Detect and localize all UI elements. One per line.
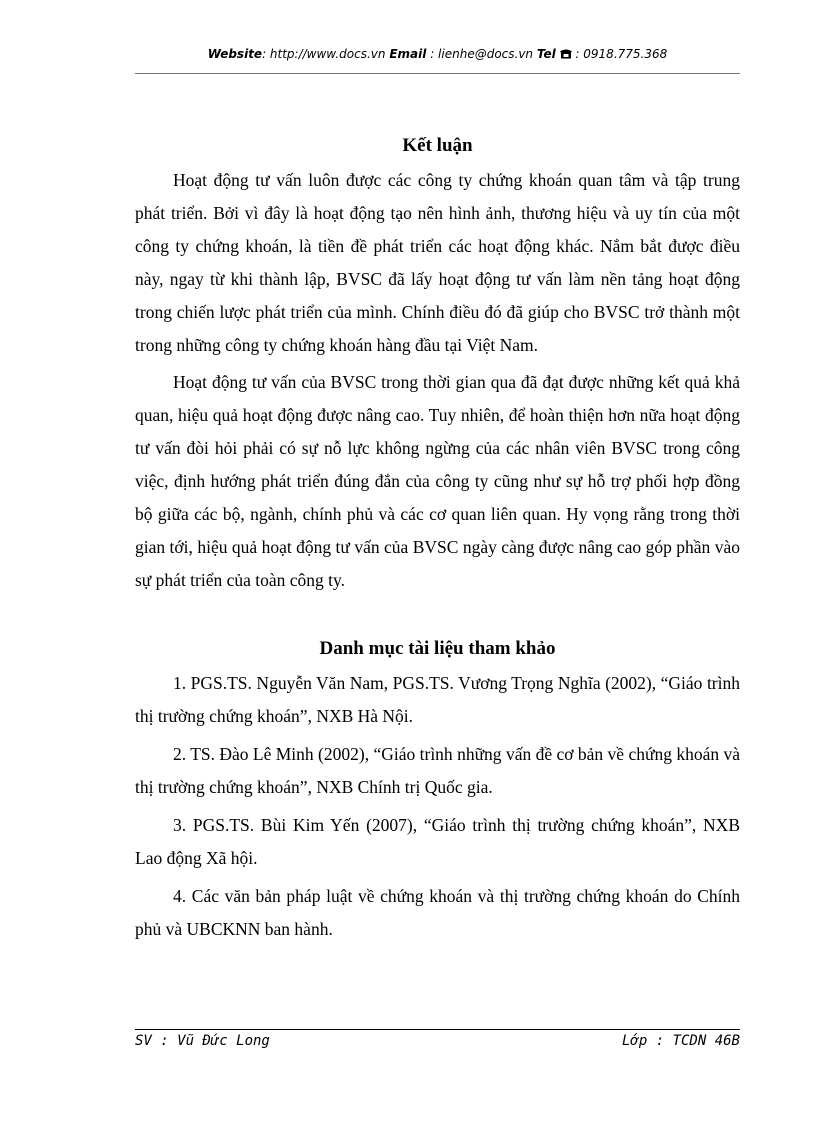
header-divider [135, 73, 740, 74]
page-footer [135, 1033, 740, 1049]
references-heading: Danh mục tài liệu tham khảo [319, 638, 556, 659]
reference-item: 4. Các văn bản pháp luật về chứng khoán và thị trường chứng khoán do Chính phủ và UBCKNN ban hành. [135, 886, 740, 939]
tel-value: : 0918.775.368 [575, 47, 668, 61]
phone-icon [560, 47, 576, 61]
footer-divider [135, 1029, 740, 1030]
student-name: SV : Vũ Đức Long [135, 1033, 270, 1049]
reference-item: 1. PGS.TS. Nguyễn Văn Nam, PGS.TS. Vương Trọng Nghĩa (2002), “Giáo trình thị trường chứng khoán”, NXB Hà Nội. [135, 673, 740, 726]
website-value: : http://www.docs.vn [262, 47, 386, 61]
conclusion-paragraph: Hoạt động tư vấn luôn được các công ty chứng khoán quan tâm và tập trung phát triển. Bởi vì đây là hoạt động tạo nên hình ảnh, thương hiệu và uy tín của một công ty chứng khoán, là tiền đề phát triển các hoạt động khác. Nắm bắt được điều này, ngay từ khi thành lập, BVSC đã lấy hoạt động tư vấn làm nền tảng hoạt động trong chiến lược phát triển của mình. Chính điều đó đã giúp cho BVSC trở thành một trong những công ty chứng khoán hàng đầu tại Việt Nam. [135, 170, 740, 355]
email-value: : lienhe@docs.vn [430, 47, 534, 61]
class-name: Lớp : TCDN 46B [621, 1033, 740, 1049]
email-label: Email [389, 47, 427, 61]
tel-label: Tel [536, 47, 556, 61]
website-label: Website [207, 47, 263, 61]
document-body [135, 128, 740, 951]
conclusion-heading: Kết luận [402, 135, 473, 156]
page-header [135, 47, 740, 61]
reference-item: 3. PGS.TS. Bùi Kim Yến (2007), “Giáo trình thị trường chứng khoán”, NXB Lao động Xã hội. [135, 815, 740, 868]
reference-item: 2. TS. Đào Lê Minh (2002), “Giáo trình những vấn đề cơ bản về chứng khoán và thị trường chứng khoán”, NXB Chính trị Quốc gia. [135, 744, 740, 797]
conclusion-paragraph: Hoạt động tư vấn của BVSC trong thời gian qua đã đạt được những kết quả khả quan, hiệu quả hoạt động được nâng cao. Tuy nhiên, để hoàn thiện hơn nữa hoạt động tư vấn đòi hỏi phải có sự nỗ lực không ngừng của các nhân viên BVSC trong công việc, định hướng phát triển đúng đắn của công ty cũng như sự hỗ trợ phối hợp đồng bộ giữa các bộ, ngành, chính phủ và các cơ quan liên quan. Hy vọng rằng trong thời gian tới, hiệu quả hoạt động tư vấn của BVSC ngày càng được nâng cao góp phần vào sự phát triển của toàn công ty. [135, 372, 740, 590]
